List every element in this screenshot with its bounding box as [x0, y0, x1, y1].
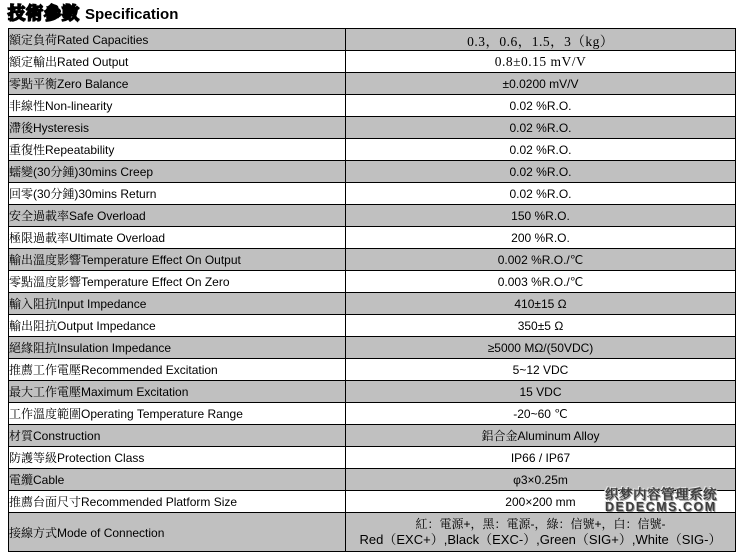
- spec-value-cell: -20~60 ℃: [346, 403, 736, 425]
- spec-row: [9, 183, 736, 205]
- spec-label-cell: 零點平衡Zero Balance: [9, 73, 346, 95]
- spec-label-cell: 非線性Non-linearity: [9, 95, 346, 117]
- spec-value-cell: φ3×0.25m: [346, 469, 736, 491]
- spec-row: [9, 29, 736, 51]
- spec-value-cell: 5~12 VDC: [346, 359, 736, 381]
- spec-value-cell: 200×200 mm: [346, 491, 736, 513]
- spec-value-cell: [346, 513, 736, 552]
- spec-label-cell: 推薦工作電壓Recommended Excitation: [9, 359, 346, 381]
- spec-value-cell: 鋁合金Aluminum Alloy: [346, 425, 736, 447]
- spec-value-cell: 200 %R.O.: [346, 227, 736, 249]
- spec-row: [9, 469, 736, 491]
- spec-value-cell: 0.02 %R.O.: [346, 183, 736, 205]
- spec-value-cell: 0.003 %R.O./℃: [346, 271, 736, 293]
- spec-value-line: 紅：電源+，黑：電源-，綠：信號+，白：信號-: [415, 517, 666, 531]
- spec-value-cell: 0.02 %R.O.: [346, 95, 736, 117]
- spec-value-cell: 0.8±0.15 mV/V: [346, 51, 736, 73]
- spec-row: [9, 139, 736, 161]
- spec-value-line: Red（EXC+）,Black（EXC-）,Green（SIG+）,White（SIG-）: [359, 532, 722, 547]
- spec-value-cell: ≥5000 MΩ/(50VDC): [346, 337, 736, 359]
- page-title-chinese: 技術參數: [8, 4, 80, 23]
- spec-value-cell: 0.3，0.6，1.5，3（kg）: [346, 29, 736, 51]
- spec-value-cell: 150 %R.O.: [346, 205, 736, 227]
- spec-label-cell: 材質Construction: [9, 425, 346, 447]
- spec-label-cell: 接線方式Mode of Connection: [9, 513, 346, 552]
- spec-label-cell: 防護等級Protection Class: [9, 447, 346, 469]
- spec-label-cell: 輸出溫度影響Temperature Effect On Output: [9, 249, 346, 271]
- spec-row: [9, 95, 736, 117]
- spec-label-cell: 輸出阻抗Output Impedance: [9, 315, 346, 337]
- spec-label-cell: 最大工作電壓Maximum Excitation: [9, 381, 346, 403]
- spec-label-cell: 蠕變(30分鍾)30mins Creep: [9, 161, 346, 183]
- page-title-english: Specification: [85, 6, 179, 23]
- spec-value-cell: 15 VDC: [346, 381, 736, 403]
- spec-label-cell: 滯後Hysteresis: [9, 117, 346, 139]
- spec-row: [9, 117, 736, 139]
- spec-label-cell: 絕緣阻抗Insulation Impedance: [9, 337, 346, 359]
- watermark-line-2: DEDECMS.COM: [605, 500, 717, 514]
- spec-label-cell: 推薦台面尺寸Recommended Platform Size: [9, 491, 346, 513]
- spec-table-body: [9, 29, 736, 552]
- spec-label-cell: 工作溫度範圍Operating Temperature Range: [9, 403, 346, 425]
- spec-value-cell: 0.02 %R.O.: [346, 117, 736, 139]
- spec-label-cell: 額定輸出Rated Output: [9, 51, 346, 73]
- spec-value-cell: 0.02 %R.O.: [346, 139, 736, 161]
- spec-label-cell: 極限過載率Ultimate Overload: [9, 227, 346, 249]
- spec-row: [9, 51, 736, 73]
- spec-row: [9, 293, 736, 315]
- spec-row: [9, 205, 736, 227]
- spec-row: [9, 403, 736, 425]
- spec-row: [9, 381, 736, 403]
- spec-value-cell: ±0.0200 mV/V: [346, 73, 736, 95]
- spec-row: [9, 337, 736, 359]
- spec-row: [9, 425, 736, 447]
- page-title: [8, 2, 178, 26]
- spec-value-cell: 0.02 %R.O.: [346, 161, 736, 183]
- spec-row: [9, 513, 736, 552]
- spec-row: [9, 447, 736, 469]
- spec-row: [9, 491, 736, 513]
- spec-row: [9, 249, 736, 271]
- spec-value-cell: 410±15 Ω: [346, 293, 736, 315]
- watermark-line-1: 织梦内容管理系统: [605, 487, 717, 502]
- spec-label-cell: 安全過載率Safe Overload: [9, 205, 346, 227]
- spec-label-cell: 重復性Repeatability: [9, 139, 346, 161]
- spec-label-cell: 額定負荷Rated Capacities: [9, 29, 346, 51]
- specification-table: [8, 28, 736, 552]
- spec-label-cell: 輸入阻抗Input Impedance: [9, 293, 346, 315]
- spec-label-cell: 電纜Cable: [9, 469, 346, 491]
- spec-label-cell: 回零(30分鍾)30mins Return: [9, 183, 346, 205]
- spec-row: [9, 315, 736, 337]
- spec-label-cell: 零點溫度影響Temperature Effect On Zero: [9, 271, 346, 293]
- spec-value-cell: 350±5 Ω: [346, 315, 736, 337]
- spec-row: [9, 227, 736, 249]
- spec-value-cell: 0.002 %R.O./℃: [346, 249, 736, 271]
- spec-value-cell: IP66 / IP67: [346, 447, 736, 469]
- spec-row: [9, 73, 736, 95]
- spec-row: [9, 161, 736, 183]
- spec-row: [9, 271, 736, 293]
- spec-row: [9, 359, 736, 381]
